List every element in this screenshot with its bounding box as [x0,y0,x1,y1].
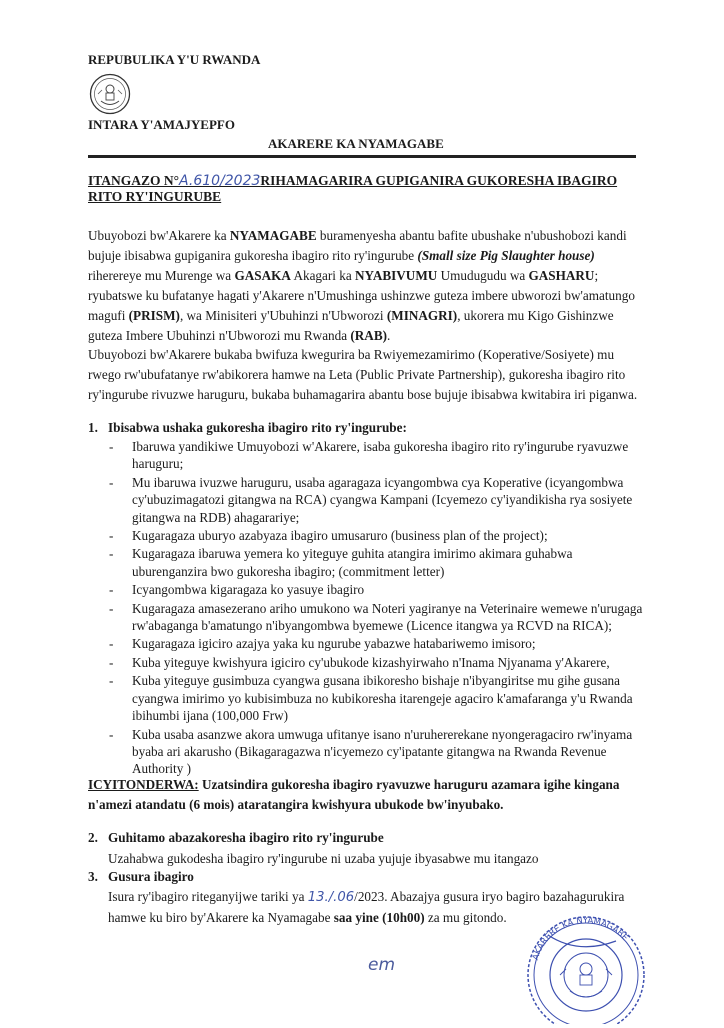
para1-cell: NYABIVUMU [354,268,438,283]
section1-heading [88,420,407,436]
para1-text: buramenyesha abantu bafite ubushake n'ubushobozi kandi bujuje ibisabwa gupiganira gukoresha ibagiro rito ry'ingurube [88,228,627,263]
list-item: - Kugaragaza igiciro azajya yaka ku ngurube yabazwe hatabariwemo imisoro; [107,635,647,652]
signature: em [368,955,396,975]
para1-text: Ubuyobozi bw'Akarere ka [88,228,230,243]
para1-english-term: (Small size Pig Slaughter house) [417,248,595,263]
list-item: - Kuba yiteguye kwishyura igiciro cy'ubukode kizashyirwaho n'Inama Njyanama y'Akarere, [107,654,647,671]
section2-title: Guhitamo abazakoresha ibagiro rito ry'ingurube [108,830,384,845]
list-item: - Kuba yiteguye gusimbuza cyangwa gusana ibikoresho bishaje n'ibyangiritse mu gihe gusana cyangwa imirimo yo kubisimbuza no kubikoresha itarengeje agaciro k'amafaranga y'u Rwanda ibihumbi ijana (100,000 Frw) [107,672,647,724]
note-label: ICYITONDERWA: [88,777,199,792]
list-item: - Kugaragaza ibaruwa yemera ko yiteguye guhita atangira imirimo akimara guhabwa uburenganzira bwo gukoresha ibagiro; (commitment letter) [107,545,647,580]
district-heading: AKARERE KA NYAMAGABE [268,136,444,151]
para1-text: Akagari ka [290,268,355,283]
section2-number: 2. [88,830,98,845]
seal-text: AKARERE KA NYAMAGABE [530,915,630,962]
para1-sector: GASAKA [234,268,291,283]
list-item: - Icyangombwa kigaragaza ko yasuye ibagiro [107,581,647,598]
section3-text-part: hamwe ku biro by'Akarere ka Nyamagabe [108,910,334,925]
section1-title: Ibisabwa ushaka gukoresha ibagiro rito ry'ingurube: [108,420,407,435]
section3-text-part: za mu gitondo. [424,910,507,925]
note-text: n'amezi atandatu (6 mois) ataratangira kwishyura ubukode bw'inyubako. [88,797,504,812]
intro-paragraph [88,226,648,346]
official-seal-stamp [518,905,653,1028]
section3-heading [88,869,194,885]
section3-text-part: Isura ry'ibagiro riteganyijwe tariki ya [108,889,308,904]
title-prefix: ITANGAZO N° [88,173,180,188]
list-item: - Kugaragaza uburyo azabyaza ibagiro umusaruro (business plan of the project); [107,527,647,544]
para1-text: riherereye mu Murenge wa [88,268,235,283]
list-item: - Kugaragaza amasezerano ariho umukono wa Noteri yagiranye na Veterinaire wemewe n'urugaga rw'abaganga b'amatungo n'ibyangombwa byemewe (Licence itangwa ya RCVD na RICA); [107,600,647,635]
para1-text: , wa Minisiteri y'Ubuhinzi n'Ubworozi [179,308,387,323]
coat-of-arms-emblem [88,72,132,120]
header-rule [88,155,636,158]
note-block [88,775,648,815]
handwritten-notice-number: A.610/2023 [179,173,261,189]
section2-text: Uzahabwa gukodesha ibagiro ry'ingurube ni uzaba yujuje ibyasabwe mu itangazo [108,851,539,866]
section2-heading [88,830,384,846]
section3-text-part: /2023. Abazajya gusura iryo bagiro bazahagurukira [354,889,625,904]
para1-minagri: (MINAGRI) [386,308,458,323]
notice-title [88,173,648,205]
handwritten-visit-date: 13./.06 [307,890,355,905]
para1-prism: (PRISM) [128,308,180,323]
list-item: - Mu ibaruwa ivuzwe haruguru, usaba agaragaza icyangombwa cya Koperative (icyangombwa cy'ubuzimagatozi gitangwa na RCA) cyangwa Kampani (Icyemezo cy'iyandikisha rya sosiyete gitangwa na RDB) ahagarariye; [107,474,647,526]
para1-text: , ukorera mu Kigo Gishinzwe guteza Imbere Ubuhinzi n'Ubworozi mu Rwanda [88,308,614,343]
section3-time: saa yine (10h00) [333,910,425,925]
list-item: - Ibaruwa yandikiwe Umuyobozi w'Akarere, isaba gukoresha ibagiro rito ry'ingurube ryavuzwe haruguru; [107,438,647,473]
section3-title: Gusura ibagiro [108,869,194,884]
para1-district: NYAMAGABE [229,228,317,243]
para1-rab: (RAB) [350,328,388,343]
requirements-list [107,438,647,779]
para1-text: ; ryubatswe ku bufatanye hagati y'Akarere n'Umushinga ushinzwe guteza imbere ubworozi bw'amatungo magufi [88,268,635,323]
title-text-line1: RIHAMAGARIRA GUPIGANIRA GUKORESHA IBAGIRO [260,173,618,188]
section1-number: 1. [88,420,98,435]
list-item: - Kuba usaba asanzwe akora umwuga ufitanye isano n'uruhererekane nyongeragaciro rw'inyama byaba ari akarusho (Bikagaragazwa n'icyemezo cy'ipatante gitangwa na Rwanda Revenue Authority ) [107,726,647,778]
para1-text: . [387,328,391,343]
section3-number: 3. [88,869,98,884]
note-text: Uzatsindira gukoresha ibagiro ryavuzwe haruguru azamara igihe kingana [198,777,620,792]
para1-village: GASHARU [528,268,595,283]
republic-heading: REPUBULIKA Y'U RWANDA [88,52,261,67]
partnership-paragraph: Ubuyobozi bw'Akarere bukaba bwifuza kwegurira ba Rwiyemezamirimo (Koperative/Sosiyete) mu rwego rw'ubufatanye rw'abikorera hamwe na Leta (Public Private Partnership), gukoresha ibagiro rito ry'ingurube rivuzwe haruguru, bukaba buhamagarira abantu bose bujuje ibisabwa kwitabira iri piganwa. [88,347,638,402]
title-text-line2: RITO RY'INGURUBE [88,189,222,204]
para1-text: Umudugudu wa [437,268,529,283]
province-heading: INTARA Y'AMAJYEPFO [88,117,235,132]
